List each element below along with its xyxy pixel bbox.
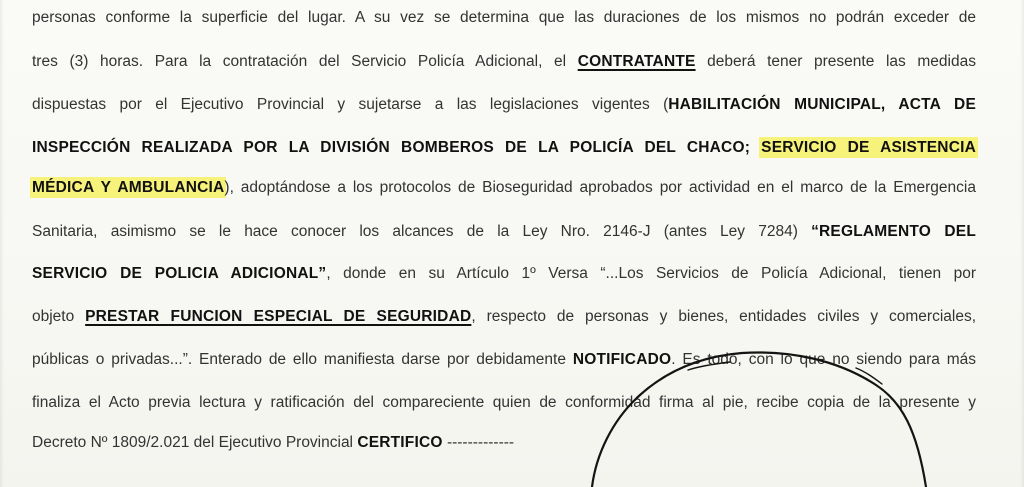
text-run: deberá tener presente las medidas [695,53,976,70]
underlined-security-function: PRESTAR FUNCION ESPECIAL DE SEGURIDAD [85,308,472,325]
bold-notificado: NOTIFICADO [572,351,672,368]
contratante-term: CONTRATANTE [577,53,696,70]
text-run: públicas o privadas...”. Enterado de ello manifiesta darse por debidamente [32,351,573,368]
highlighted-medical-service: SERVICIO DE ASISTENCIA [761,139,976,156]
text-run: dispuestas por el Ejecutivo Provincial y sujetarse a las legislaciones vigentes ( [32,96,669,113]
text-line-7 [32,264,976,284]
text-line-11 [32,433,976,453]
text-line-1 [32,8,976,28]
text-run: Decreto Nº 1809/2.021 del Ejecutivo Provincial [32,434,358,451]
text-line-9 [32,350,976,370]
text-run: , respecto de personas y bienes, entidades civiles y comerciales, [471,308,977,325]
text-line-5 [32,178,976,198]
text-line-2 [32,52,976,72]
text-run: ), adoptándose a los protocolos de Bioseguridad aprobados por actividad en el marco de la Emergencia [224,179,976,196]
bold-requirements: HABILITACIÓN MUNICIPAL, ACTA DE [668,96,976,113]
text-line-3 [32,95,976,115]
text-run: objeto [32,308,86,325]
text-run: Sanitaria, asimismo se le hace conocer los alcances de la Ley Nro. 2146-J (antes Ley 7284) [32,223,812,240]
bold-police-service: SERVICIO DE POLICIA ADICIONAL” [32,265,327,282]
text-line-10 [32,393,976,413]
hand-drawn-arc [592,352,926,487]
bold-certifico: CERTIFICO [357,434,443,451]
bold-inspection: INSPECCIÓN REALIZADA POR LA DIVISIÓN BOMBEROS DE LA POLICÍA DEL CHACO; [32,139,762,156]
scan-edge-left [0,0,4,487]
text-run: , donde en su Artículo 1º Versa “...Los Servicios de Policía Adicional, tienen por [326,265,977,282]
text-run: . Es todo, con lo que no siendo para más [671,351,977,368]
highlighted-ambulance: MÉDICA Y AMBULANCIA [32,179,225,196]
text-run: tres (3) horas. Para la contratación del Servicio Policía Adicional, el [32,53,578,70]
bold-regulation: “REGLAMENTO DEL [811,223,976,240]
pen-tail-mark [856,368,882,384]
text-run: ------------- [442,434,515,451]
text-line-4 [32,138,976,158]
text-line-8 [32,307,976,327]
text-run: finaliza el Acto previa lectura y ratificación del compareciente quien de conformidad firma al pie, recibe copia de la presente y [32,394,976,411]
text-line-6 [32,222,976,242]
text-run: personas conforme la superficie del lugar. A su vez se determina que las duraciones de los mismos no podrán exceder de [32,9,976,26]
scan-edge-right [1020,0,1024,487]
